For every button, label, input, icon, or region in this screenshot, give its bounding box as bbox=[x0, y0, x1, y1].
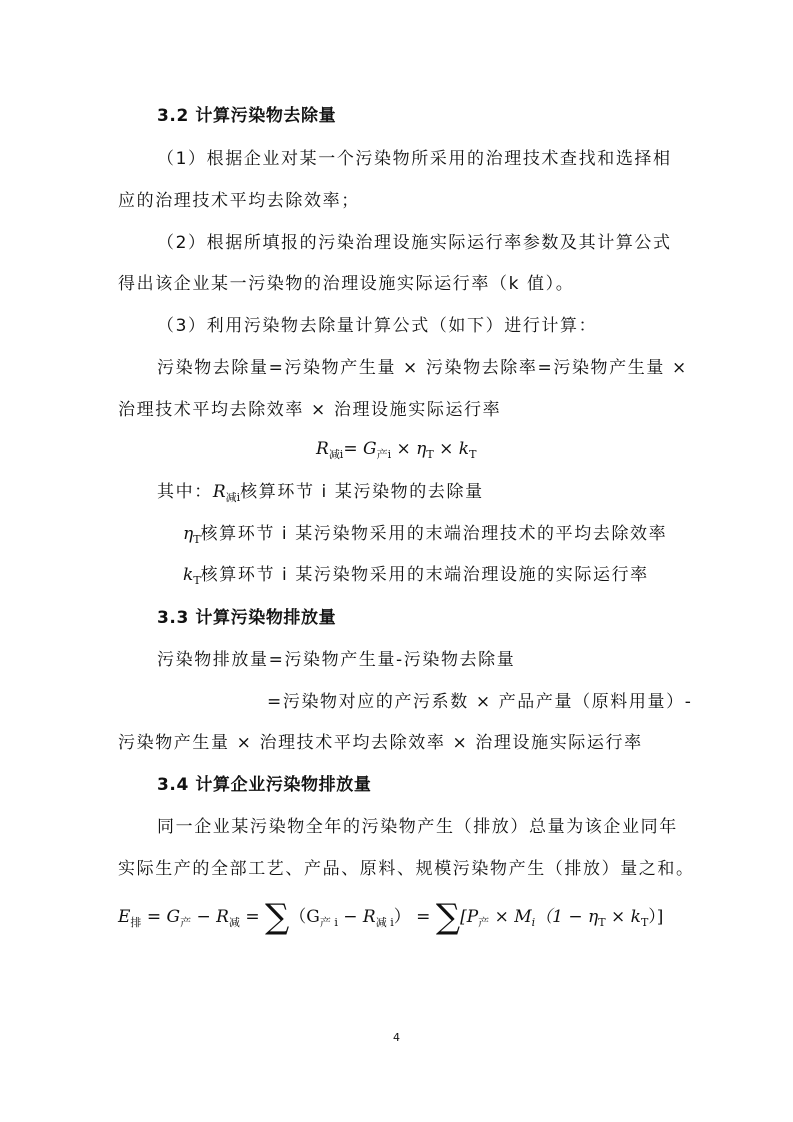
summation-symbol: ∑ bbox=[264, 897, 290, 937]
paragraph-1-line-2: 应的治理技术平均去除效率； bbox=[118, 191, 360, 211]
where-r-definition: 其中：$R_{减i}$核算环节 i 某污染物的去除量 bbox=[157, 482, 484, 504]
enterprise-emission-formula: $E_排 = G_产 - R_减 = \sum(G_{产 i} - R_{减 i}) = \sum[P_产 \times M_i(1 - \eta_T \times k_T)]$ bbox=[118, 897, 664, 937]
section-heading-3-3: 3.3 计算污染物排放量 bbox=[157, 608, 337, 628]
section-heading-3-4: 3.4 计算企业污染物排放量 bbox=[157, 775, 372, 795]
page-number: 4 bbox=[393, 1031, 400, 1044]
where-eta-definition: $\eta_T$核算环节 i 某污染物采用的末端治理技术的平均去除效率 bbox=[183, 524, 668, 546]
paragraph-3: （3）利用污染物去除量计算公式（如下）进行计算： bbox=[157, 316, 598, 336]
emission-definition-line-3: 污染物产生量 × 治理技术平均去除效率 × 治理设施实际运行率 bbox=[118, 733, 643, 753]
removal-formula: $R_{减i}= G_{产i} \times \eta_T \times k_T$ bbox=[316, 439, 477, 461]
emission-definition-line-1: 污染物排放量=污染物产生量-污染物去除量 bbox=[157, 650, 516, 670]
paragraph-2-line-2: 得出该企业某一污染物的治理设施实际运行率（k 值）。 bbox=[118, 274, 575, 294]
enterprise-paragraph-line-2: 实际生产的全部工艺、产品、原料、规模污染物产生（排放）量之和。 bbox=[118, 859, 695, 879]
summation-symbol-2: ∑ bbox=[435, 897, 461, 937]
paragraph-2-line-1: （2）根据所填报的污染治理设施实际运行率参数及其计算公式 bbox=[157, 233, 672, 253]
section-heading-3-2: 3.2 计算污染物去除量 bbox=[157, 106, 337, 126]
enterprise-paragraph-line-1: 同一企业某污染物全年的污染物产生（排放）总量为该企业同年 bbox=[157, 817, 678, 837]
where-k-definition: $k_T$核算环节 i 某污染物采用的末端治理设施的实际运行率 bbox=[183, 565, 649, 587]
removal-definition-line-1: 污染物去除量=污染物产生量 × 污染物去除率=污染物产生量 × bbox=[157, 358, 688, 378]
emission-definition-line-2: =污染物对应的产污系数 × 产品产量（原料用量）- bbox=[267, 692, 693, 712]
removal-definition-line-2: 治理技术平均去除效率 × 治理设施实际运行率 bbox=[118, 400, 502, 420]
paragraph-1-line-1: （1）根据企业对某一个污染物所采用的治理技术查找和选择相 bbox=[157, 149, 672, 169]
